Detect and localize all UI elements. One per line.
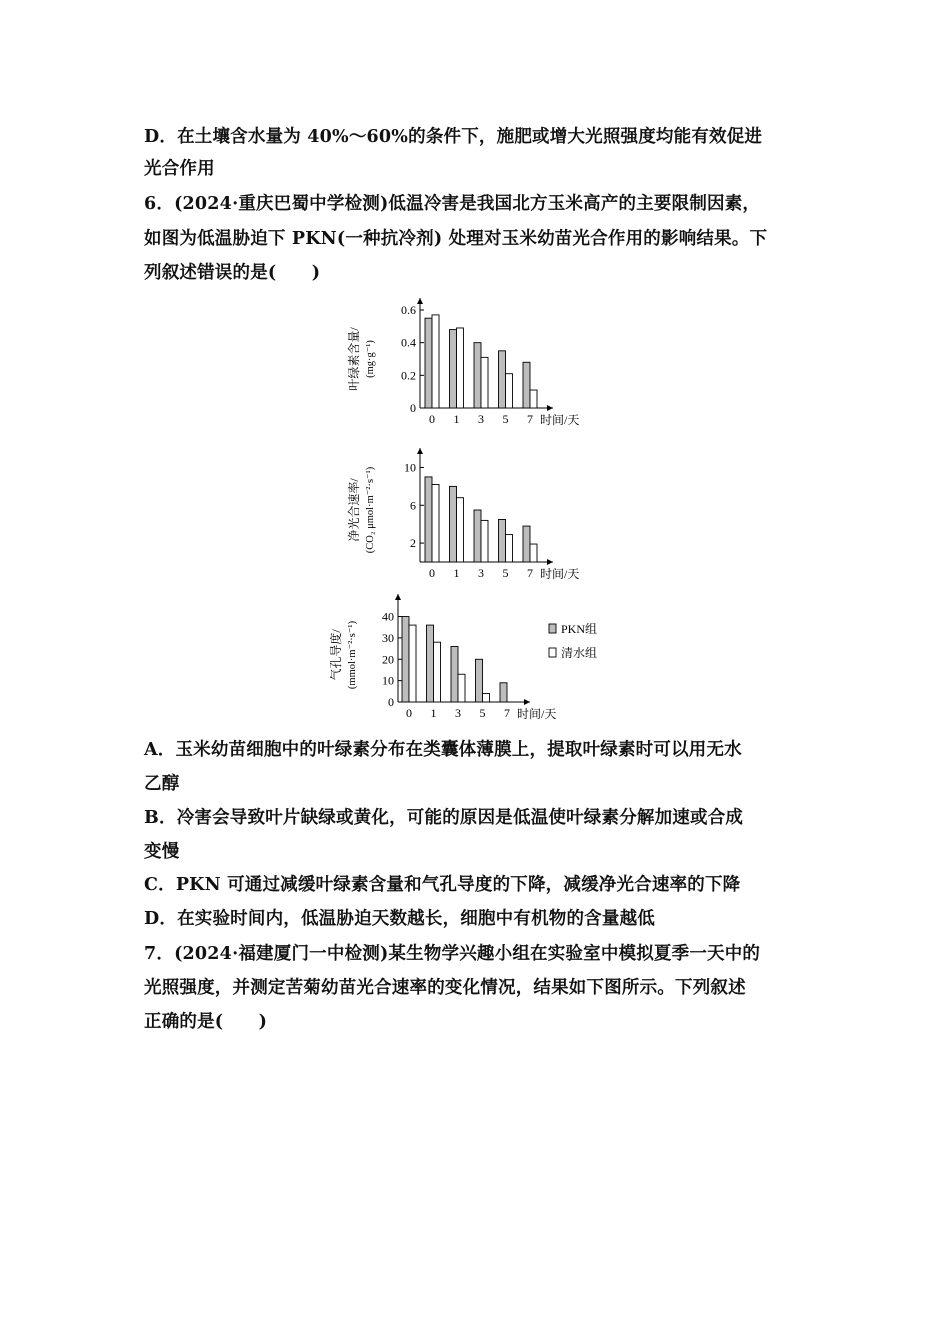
x-tick-label: 7 xyxy=(504,706,510,720)
option-d-q5-line2: 光合作用 xyxy=(144,159,215,179)
question-6-line1: 6．(2024·重庆巴蜀中学检测)低温冷害是我国北方玉米高产的主要限制因素， xyxy=(144,194,761,214)
bar-water xyxy=(530,544,537,562)
option-c: C．PKN 可通过减缓叶绿素含量和气孔导度的下降，减缓净光合速率的下降 xyxy=(144,875,741,895)
bar-water xyxy=(506,374,513,408)
y-axis-title: 气孔导度/ xyxy=(330,629,343,681)
x-axis-title: 时间/天 xyxy=(540,413,580,427)
x-axis-title: 时间/天 xyxy=(517,707,557,721)
y-tick-label: 40 xyxy=(382,609,394,624)
y-axis-unit: (mg·g⁻¹) xyxy=(365,340,376,378)
x-tick-label: 0 xyxy=(429,566,435,580)
bar-water xyxy=(432,484,439,562)
bar-pkn xyxy=(474,510,481,562)
chart-svg xyxy=(330,290,630,730)
y-axis-arrow-1 xyxy=(417,448,423,454)
y-axis-unit: (mmol·m⁻²·s⁻¹) xyxy=(347,620,358,690)
y-axis-title: 净光合速率/ xyxy=(347,478,361,542)
bar-pkn xyxy=(427,625,434,702)
y-axis-title: 叶绿素含量/ xyxy=(347,327,361,391)
bar-water xyxy=(458,674,465,702)
bar-water xyxy=(457,498,464,562)
y-tick-label: 10 xyxy=(382,673,394,688)
bar-water xyxy=(483,693,490,702)
bar-pkn xyxy=(450,330,457,408)
y-tick-label: 0 xyxy=(410,401,416,415)
bar-water xyxy=(457,328,464,408)
option-a-line1: A．玉米幼苗细胞中的叶绿素分布在类囊体薄膜上，提取叶绿素时可以用无水 xyxy=(144,740,742,760)
y-tick-label: 0.6 xyxy=(401,303,416,317)
question-6-line2: 如图为低温胁迫下 PKN(一种抗冷剂) 处理对玉米幼苗光合作用的影响结果。下 xyxy=(144,229,768,249)
bar-pkn xyxy=(499,519,506,562)
bar-water xyxy=(432,315,439,408)
y-tick-label: 2 xyxy=(410,536,416,551)
y-tick-label: 0 xyxy=(388,695,394,709)
bar-pkn xyxy=(523,526,530,562)
y-axis-arrow-2 xyxy=(395,594,401,600)
bar-pkn xyxy=(425,477,432,562)
question-6-line3: 列叙述错误的是( ) xyxy=(144,263,321,283)
option-b-line2: 变慢 xyxy=(144,842,180,862)
figure-charts xyxy=(330,290,630,730)
x-tick-label: 5 xyxy=(502,412,509,426)
x-tick-label: 7 xyxy=(527,412,533,426)
question-7-line3: 正确的是( ) xyxy=(144,1012,268,1032)
legend-label: 清水组 xyxy=(561,646,598,660)
y-tick-label: 20 xyxy=(382,652,394,667)
x-tick-label: 3 xyxy=(478,412,484,426)
x-tick-label: 5 xyxy=(479,706,486,720)
x-tick-label: 5 xyxy=(502,566,509,580)
bar-pkn xyxy=(500,683,507,702)
bar-pkn xyxy=(499,351,506,408)
bar-water xyxy=(434,642,441,702)
x-tick-label: 1 xyxy=(453,566,460,580)
legend-label: PKN组 xyxy=(561,622,598,636)
option-d-q5-line1: D．在土壤含水量为 40%～60%的条件下，施肥或增大光照强度均能有效促进 xyxy=(144,127,763,147)
y-tick-label: 0.4 xyxy=(401,335,416,350)
x-axis-arrow-1 xyxy=(547,559,553,565)
y-tick-label: 30 xyxy=(382,630,394,645)
y-tick-label: 6 xyxy=(410,498,416,513)
bar-water xyxy=(409,625,416,702)
legend-swatch-pkn xyxy=(549,624,556,633)
option-b-line1: B．冷害会导致叶片缺绿或黄化，可能的原因是低温使叶绿素分解加速或合成 xyxy=(144,808,744,828)
y-tick-label: 10 xyxy=(404,460,416,475)
legend-swatch-water xyxy=(549,648,556,657)
bar-pkn xyxy=(451,646,458,702)
x-axis-arrow-2 xyxy=(524,699,530,705)
bar-water xyxy=(481,520,488,562)
bar-pkn xyxy=(523,362,530,408)
x-tick-label: 7 xyxy=(527,566,533,580)
x-axis-title: 时间/天 xyxy=(540,567,580,581)
option-a-line2: 乙醇 xyxy=(144,774,180,794)
x-tick-label: 1 xyxy=(430,706,437,720)
bar-pkn xyxy=(450,486,457,562)
x-tick-label: 1 xyxy=(453,412,460,426)
x-tick-label: 3 xyxy=(455,706,461,720)
bar-pkn xyxy=(474,343,481,408)
bar-pkn xyxy=(425,318,432,408)
bar-water xyxy=(530,390,537,408)
option-d: D．在实验时间内，低温胁迫天数越长，细胞中有机物的含量越低 xyxy=(144,909,655,929)
bar-pkn xyxy=(402,617,409,702)
x-tick-label: 0 xyxy=(406,706,412,720)
x-tick-label: 0 xyxy=(429,412,435,426)
y-tick-label: 0.2 xyxy=(401,368,416,383)
y-axis-unit: (CO₂ μmol·m⁻²·s⁻¹) xyxy=(365,466,376,554)
bar-pkn xyxy=(476,659,483,702)
bar-water xyxy=(481,357,488,408)
question-7-line2: 光照强度，并测定苦菊幼苗光合速率的变化情况，结果如下图所示。下列叙述 xyxy=(144,978,746,998)
bar-water xyxy=(506,535,513,562)
x-tick-label: 3 xyxy=(478,566,484,580)
question-7-line1: 7．(2024·福建厦门一中检测)某生物学兴趣小组在实验室中模拟夏季一天中的 xyxy=(144,944,761,964)
x-axis-arrow-0 xyxy=(547,405,553,411)
y-axis-arrow-0 xyxy=(417,298,423,304)
